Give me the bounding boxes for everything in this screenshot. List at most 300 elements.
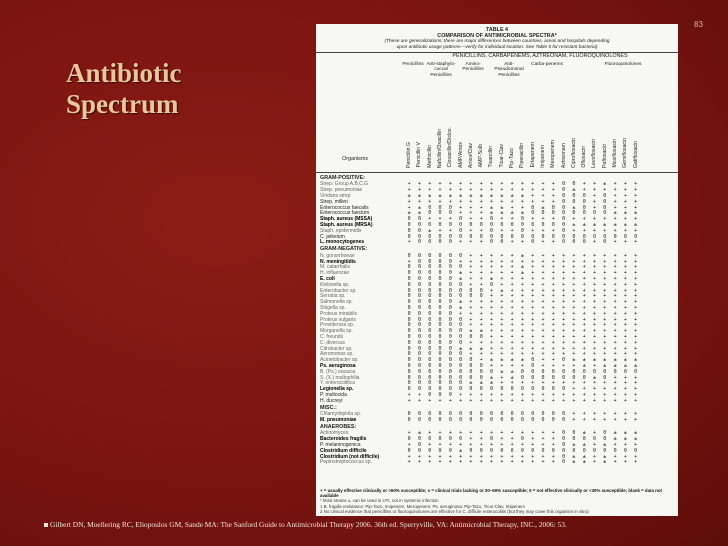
table-cell: + — [490, 316, 494, 323]
table-cell: 0 — [459, 411, 463, 418]
table-cell: + — [520, 322, 524, 329]
table-cell: 0 — [428, 304, 432, 311]
table-cell: + — [562, 322, 566, 329]
table-cell: + — [500, 187, 504, 194]
table-cell: 0 — [448, 447, 452, 454]
table-cell: + — [592, 281, 596, 288]
table-cell: 0 — [428, 252, 432, 259]
table-cell: 0 — [438, 210, 442, 217]
table-cell: + — [623, 391, 627, 398]
table-cell: 0 — [469, 368, 473, 375]
table-cell: 0 — [469, 386, 473, 393]
organism-label: Morganella sp. — [320, 328, 353, 335]
table-cell: + — [541, 351, 545, 358]
table-cell: + — [500, 441, 504, 448]
table-cell: 0 — [438, 333, 442, 340]
table-cell: 0 — [459, 287, 463, 294]
table-cell: + — [520, 299, 524, 306]
table-cell: + — [479, 204, 483, 211]
table-row — [404, 417, 676, 423]
table-cell: ± — [469, 192, 473, 199]
table-cell: ± — [520, 252, 524, 259]
table-cell: 0 — [438, 345, 442, 352]
table-cell: 0 — [613, 447, 617, 454]
table-cell: 0 — [582, 239, 586, 246]
table-cell: + — [592, 299, 596, 306]
table-cell: + — [417, 391, 421, 398]
table-cell: + — [603, 386, 607, 393]
table-cell: 0 — [479, 233, 483, 240]
table-cell: + — [479, 339, 483, 346]
table-cell: + — [541, 270, 545, 277]
group-anti-staph: Anti-staphylo-coccal Penicillins — [426, 61, 456, 78]
table-cell: + — [510, 293, 514, 300]
drug-column-header: Gatifloxacin — [632, 140, 639, 168]
table-cell: ± — [613, 436, 617, 443]
table-cell: 0 — [634, 447, 638, 454]
table-cell: + — [572, 270, 576, 277]
table-cell: + — [541, 316, 545, 323]
table-cell: 0 — [459, 333, 463, 340]
table-cell: + — [592, 264, 596, 271]
table-cell: 0 — [428, 221, 432, 228]
table-cell: + — [479, 275, 483, 282]
table-cell: 0 — [551, 368, 555, 375]
table-cell: + — [479, 252, 483, 259]
table-cell: + — [613, 287, 617, 294]
table-cell: + — [592, 258, 596, 265]
table-cell: + — [623, 328, 627, 335]
table-cell: + — [479, 258, 483, 265]
table-cell: + — [531, 264, 535, 271]
table-cell: + — [623, 252, 627, 259]
table-cell: + — [520, 316, 524, 323]
table-cell: + — [438, 430, 442, 437]
table-cell: + — [623, 316, 627, 323]
table-cell: + — [479, 216, 483, 223]
table-cell: 0 — [592, 210, 596, 217]
table-cell: + — [510, 187, 514, 194]
table-cell: + — [613, 441, 617, 448]
table-cell: + — [531, 436, 535, 443]
table-cell: ± — [572, 441, 576, 448]
table-cell: + — [634, 316, 638, 323]
table-cell: ± — [572, 459, 576, 466]
table-cell: + — [634, 386, 638, 393]
table-cell: ± — [582, 459, 586, 466]
table-cell: + — [490, 198, 494, 205]
table-cell: + — [479, 430, 483, 437]
drug-column-header: Methicillin — [426, 145, 433, 168]
organism-label: Staph. epidermidis — [320, 227, 362, 234]
table-cell: + — [490, 453, 494, 460]
table-cell: + — [490, 459, 494, 466]
table-cell: + — [417, 198, 421, 205]
table-cell: + — [490, 293, 494, 300]
table-cell: ± — [500, 287, 504, 294]
table-cell: 0 — [417, 333, 421, 340]
table-cell: 0 — [448, 436, 452, 443]
organism-label: Strep. Group A,B,C,G — [320, 181, 369, 188]
table-cell: + — [469, 198, 473, 205]
table-cell: 0 — [438, 328, 442, 335]
table-cell: 0 — [541, 386, 545, 393]
table-cell: + — [531, 430, 535, 437]
table-footer — [320, 488, 674, 514]
table-cell: + — [613, 270, 617, 277]
table-cell: + — [479, 210, 483, 217]
table-cell: + — [592, 380, 596, 387]
table-cell: + — [531, 181, 535, 188]
organism-label: Peptostreptococcus sp. — [320, 459, 372, 466]
table-cell: 0 — [459, 416, 463, 423]
table-cell: 0 — [428, 287, 432, 294]
table-cell: ± — [459, 192, 463, 199]
table-cell: + — [438, 453, 442, 460]
table-cell: 0 — [510, 447, 514, 454]
table-cell: 0 — [407, 386, 411, 393]
table-cell: 0 — [562, 210, 566, 217]
table-cell: + — [541, 293, 545, 300]
table-cell: + — [572, 339, 576, 346]
table-cell: 0 — [407, 316, 411, 323]
table-cell: + — [582, 264, 586, 271]
group-amino: Amino-Penicillins — [462, 61, 484, 73]
table-cell: + — [407, 187, 411, 194]
table-cell: + — [500, 397, 504, 404]
table-cell: 0 — [428, 380, 432, 387]
table-cell: ± — [592, 374, 596, 381]
table-cell: 0 — [448, 339, 452, 346]
table-cell: + — [613, 216, 617, 223]
table-cell: + — [582, 252, 586, 259]
table-cell: + — [634, 453, 638, 460]
table-cell: 0 — [417, 386, 421, 393]
table-cell: + — [623, 386, 627, 393]
table-cell: 0 — [438, 204, 442, 211]
citation-text: Gilbert DN, Moellering RC, Eliopoulos GM, Sande MA: The Sanford Guide to Antimicrobial Therapy 2006. 36th ed. Sperryville, VA: Antimicrobial Therapy, INC., 2006: 53. — [50, 520, 567, 529]
page-number: 83 — [694, 20, 703, 29]
table-cell: ± — [603, 357, 607, 364]
table-cell: 0 — [417, 416, 421, 423]
table-cell: + — [613, 351, 617, 358]
table-cell: + — [551, 299, 555, 306]
table-cell: 0 — [479, 374, 483, 381]
table-cell: + — [603, 391, 607, 398]
organism-label: Aeromonas sp. — [320, 351, 354, 358]
table-cell: ± — [490, 357, 494, 364]
bullet-icon — [44, 523, 48, 527]
table-cell: + — [551, 227, 555, 234]
table-cell: ± — [479, 380, 483, 387]
table-cell: + — [623, 281, 627, 288]
table-cell: + — [551, 345, 555, 352]
table-cell: + — [490, 287, 494, 294]
table-cell: 0 — [438, 293, 442, 300]
table-cell: 0 — [572, 192, 576, 199]
table-cell: + — [459, 239, 463, 246]
table-cell: ± — [613, 362, 617, 369]
table-cell: ± — [572, 357, 576, 364]
table-cell: + — [500, 304, 504, 311]
table-cell: + — [562, 391, 566, 398]
table-cell: + — [510, 339, 514, 346]
table-cell: 0 — [469, 333, 473, 340]
table-cell: 0 — [417, 216, 421, 223]
table-cell: + — [613, 204, 617, 211]
table-cell: ± — [582, 430, 586, 437]
table-cell: 0 — [448, 281, 452, 288]
table-cell: 0 — [428, 391, 432, 398]
table-cell: + — [510, 345, 514, 352]
table-cell: 0 — [469, 293, 473, 300]
table-cell: + — [469, 252, 473, 259]
table-cell: 0 — [438, 221, 442, 228]
organism-label: H. influenzae — [320, 270, 350, 277]
organism-label: C. diversus — [320, 339, 346, 346]
table-cell: + — [438, 181, 442, 188]
table-cell: + — [623, 204, 627, 211]
table-cell: + — [541, 275, 545, 282]
table-cell: 0 — [417, 322, 421, 329]
table-cell: + — [510, 441, 514, 448]
table-cell: + — [613, 275, 617, 282]
table-cell: 0 — [490, 447, 494, 454]
table-cell: + — [582, 416, 586, 423]
table-cell: 0 — [541, 416, 545, 423]
table-cell: 0 — [417, 252, 421, 259]
table-cell: 0 — [562, 192, 566, 199]
drug-column-header: Gemifloxacin — [622, 137, 629, 168]
table-cell: + — [407, 441, 411, 448]
table-cell: 0 — [448, 258, 452, 265]
drug-column-header: AMP/Amox — [457, 141, 464, 168]
table-cell: + — [520, 362, 524, 369]
table-cell: 0 — [438, 357, 442, 364]
table-cell: 0 — [428, 328, 432, 335]
table-cell: 0 — [428, 416, 432, 423]
table-cell: + — [603, 351, 607, 358]
table-cell: + — [479, 270, 483, 277]
drug-column-header: Piperacillin — [519, 142, 526, 168]
table-cell: + — [623, 416, 627, 423]
table-cell: + — [531, 339, 535, 346]
table-cell: 0 — [448, 210, 452, 217]
table-cell: + — [562, 293, 566, 300]
table-cell: 0 — [634, 368, 638, 375]
footnote-3: 2 No clinical evidence that penicillins or fluoroquinolones are effective for C. difficile enterocolitis (but they may cover this organism in vitro) — [320, 508, 589, 514]
table-cell: + — [592, 416, 596, 423]
table-cell: 0 — [623, 233, 627, 240]
table-cell: + — [531, 345, 535, 352]
table-cell: 0 — [541, 374, 545, 381]
table-cell: + — [407, 181, 411, 188]
organism-label: N. gonorrhoeae — [320, 252, 355, 259]
table-cell: ± — [459, 270, 463, 277]
table-cell: + — [572, 328, 576, 335]
table-cell: 0 — [531, 210, 535, 217]
table-cell: + — [448, 453, 452, 460]
table-cell: + — [469, 264, 473, 271]
table-cell: 0 — [531, 204, 535, 211]
table-cell: + — [531, 441, 535, 448]
table-cell: 0 — [438, 386, 442, 393]
table-cell: ± — [623, 221, 627, 228]
table-cell: + — [541, 391, 545, 398]
table-number: TABLE 4 — [485, 27, 509, 33]
table-cell: + — [490, 310, 494, 317]
table-cell: ± — [634, 221, 638, 228]
drug-column-header: Amox/Clav — [467, 142, 474, 168]
table-cell: 0 — [428, 447, 432, 454]
organism-label: Strep. pneumoniae — [320, 187, 363, 194]
table-cell: + — [520, 310, 524, 317]
table-cell: 0 — [428, 210, 432, 217]
table-cell: + — [469, 397, 473, 404]
table-legend: + = usually effective clinically or >60% susceptible; ± = clinical trials lacking or 30–60% susceptible; 0 = not effective clinically or <30% susceptible; blank = data not available — [320, 487, 662, 499]
table-cell: + — [541, 192, 545, 199]
table-cell: 0 — [531, 447, 535, 454]
table-cell: 0 — [407, 322, 411, 329]
drug-column-header: Nafcillin/Oxacillin — [436, 128, 443, 168]
table-cell: 0 — [448, 287, 452, 294]
table-cell: + — [623, 198, 627, 205]
table-cell: 0 — [407, 270, 411, 277]
table-cell: + — [623, 397, 627, 404]
organism-label: C. freundii — [320, 333, 343, 340]
table-cell: + — [500, 374, 504, 381]
table-cell: + — [634, 216, 638, 223]
table-cell: + — [510, 453, 514, 460]
organism-label: M. catarrhalis — [320, 264, 351, 271]
table-cell: 0 — [603, 447, 607, 454]
table-cell: + — [459, 204, 463, 211]
table-cell: 0 — [520, 216, 524, 223]
table-cell: 0 — [582, 204, 586, 211]
table-cell: + — [623, 345, 627, 352]
table-cell: ± — [572, 453, 576, 460]
table-cell: + — [582, 293, 586, 300]
table-cell: + — [479, 239, 483, 246]
table-cell: ± — [613, 430, 617, 437]
table-cell: 0 — [582, 436, 586, 443]
organism-label: Staph. aureus (MRSA) — [320, 221, 373, 228]
table-cell: 0 — [541, 221, 545, 228]
table-cell: + — [592, 216, 596, 223]
table-cell: 0 — [428, 239, 432, 246]
table-cell: 0 — [438, 447, 442, 454]
table-cell: + — [520, 198, 524, 205]
table-cell: 0 — [417, 258, 421, 265]
table-cell: + — [438, 441, 442, 448]
table-cell: + — [479, 187, 483, 194]
table-cell: 0 — [428, 299, 432, 306]
table-cell: 0 — [510, 221, 514, 228]
table-cell: ± — [490, 192, 494, 199]
table-cell: 0 — [417, 281, 421, 288]
table-cell: 0 — [541, 233, 545, 240]
table-cell: + — [531, 328, 535, 335]
table-cell: + — [603, 270, 607, 277]
organism-label: Strep. milleri — [320, 198, 348, 205]
table-cell: + — [407, 453, 411, 460]
table-cell: ± — [613, 357, 617, 364]
table-cell: + — [479, 227, 483, 234]
table-cell: + — [623, 310, 627, 317]
table-cell: 0 — [531, 386, 535, 393]
table-cell: 0 — [428, 270, 432, 277]
drug-column-header: Cloxacillin/Diclox. — [447, 127, 454, 168]
table-cell: 0 — [448, 204, 452, 211]
table-cell: + — [469, 339, 473, 346]
table-cell: 0 — [417, 270, 421, 277]
table-cell: 0 — [438, 416, 442, 423]
table-row — [404, 239, 676, 245]
table-cell: 0 — [459, 374, 463, 381]
group-fluoro: Fluoroquinolones — [604, 61, 642, 67]
table-cell: 0 — [407, 216, 411, 223]
table-cell: 0 — [417, 310, 421, 317]
table-cell: + — [634, 181, 638, 188]
table-cell: 0 — [603, 430, 607, 437]
table-cell: + — [613, 299, 617, 306]
table-cell: + — [562, 264, 566, 271]
table-cell: + — [510, 258, 514, 265]
table-cell: + — [603, 275, 607, 282]
table-cell: 0 — [459, 328, 463, 335]
table-cell: 0 — [479, 447, 483, 454]
table-cell: 0 — [551, 447, 555, 454]
organism-label: Shigella sp. — [320, 304, 346, 311]
table-cell: + — [541, 310, 545, 317]
table-cell: + — [490, 181, 494, 188]
table-cell: + — [541, 181, 545, 188]
table-cell: + — [603, 299, 607, 306]
table-cell: + — [562, 281, 566, 288]
table-row — [404, 459, 676, 465]
table-cell: + — [428, 430, 432, 437]
table-cell: + — [551, 351, 555, 358]
table-cell: + — [592, 351, 596, 358]
table-cell: 0 — [459, 362, 463, 369]
table-cell: + — [634, 192, 638, 199]
table-cell: ± — [582, 362, 586, 369]
table-cell: + — [613, 459, 617, 466]
table-cell: + — [510, 275, 514, 282]
table-cell: + — [490, 397, 494, 404]
section-header: MISC.: — [320, 404, 337, 411]
table-cell: 0 — [459, 281, 463, 288]
table-cell: ± — [634, 430, 638, 437]
table-cell: + — [551, 293, 555, 300]
table-cell: 0 — [459, 316, 463, 323]
drug-column-header: Penicillin G — [406, 141, 412, 168]
table-cell: + — [510, 328, 514, 335]
table-cell: + — [417, 459, 421, 466]
table-cell: 0 — [438, 391, 442, 398]
table-cell: + — [562, 339, 566, 346]
table-cell: 0 — [490, 436, 494, 443]
table-cell: + — [572, 362, 576, 369]
table-cell: 0 — [459, 368, 463, 375]
table-cell: 0 — [407, 221, 411, 228]
table-cell: + — [438, 227, 442, 234]
table-cell: ± — [520, 357, 524, 364]
table-cell: 0 — [592, 447, 596, 454]
table-cell: + — [551, 380, 555, 387]
table-cell: + — [541, 227, 545, 234]
table-cell: + — [592, 270, 596, 277]
